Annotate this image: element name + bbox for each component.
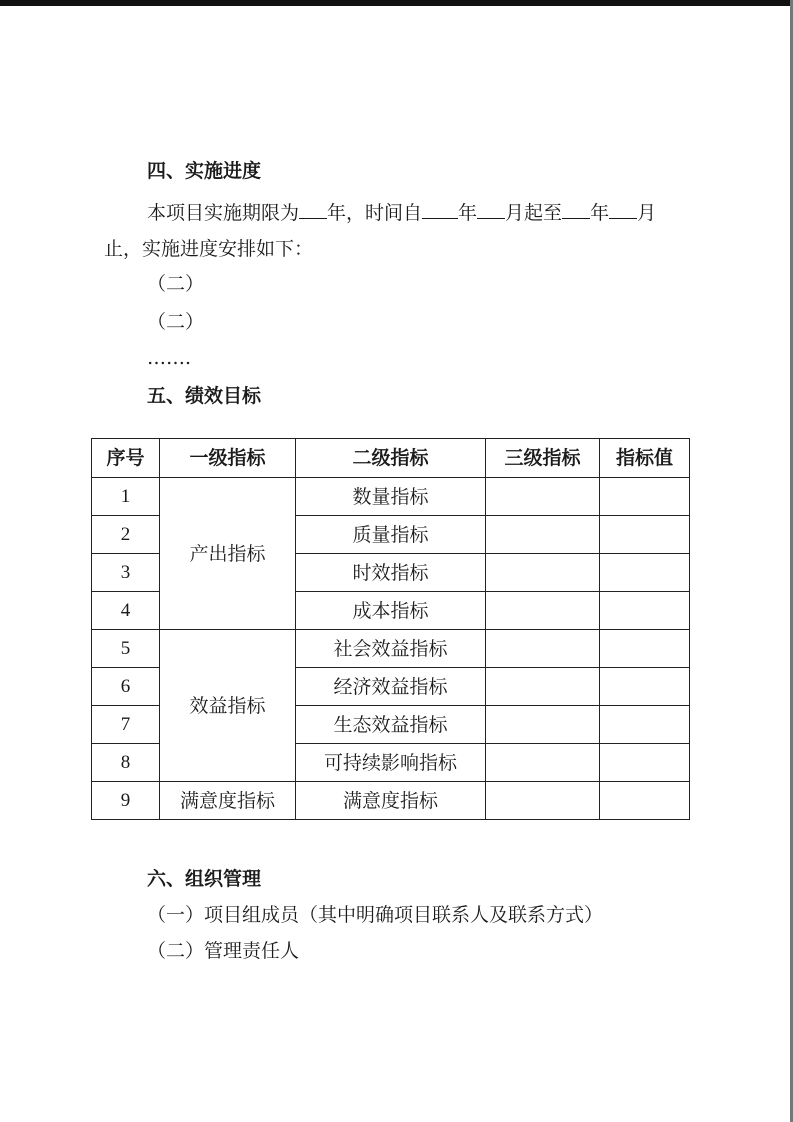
level3-cell	[486, 706, 600, 744]
blank-duration	[299, 200, 327, 219]
level2-indicator: 满意度指标	[296, 782, 486, 820]
level1-satisfaction: 满意度指标	[160, 782, 296, 820]
level2-indicator: 经济效益指标	[296, 668, 486, 706]
row-number: 3	[92, 554, 160, 592]
level3-cell	[486, 516, 600, 554]
section5-heading: 五、绩效目标	[147, 385, 262, 407]
value-cell	[600, 630, 690, 668]
value-cell	[600, 782, 690, 820]
row-number: 5	[92, 630, 160, 668]
value-cell	[600, 516, 690, 554]
level3-cell	[486, 478, 600, 516]
header-no: 序号	[92, 439, 160, 478]
table-header-row	[92, 439, 690, 478]
table-row	[92, 478, 690, 516]
header-value: 指标值	[600, 439, 690, 478]
value-cell	[600, 744, 690, 782]
header-level3: 三级指标	[486, 439, 600, 478]
header-level1: 一级指标	[160, 439, 296, 478]
section4-heading: 四、实施进度	[147, 160, 262, 182]
performance-table	[91, 438, 690, 820]
row-number: 8	[92, 744, 160, 782]
schedule-item: （二）	[147, 273, 205, 295]
row-number: 4	[92, 592, 160, 630]
sentence-part-1: 本项目实施期限为	[147, 202, 300, 224]
value-cell	[600, 706, 690, 744]
scan-top-border	[0, 0, 793, 6]
level3-cell	[486, 630, 600, 668]
level3-cell	[486, 782, 600, 820]
blank-start-year	[422, 200, 458, 219]
sentence-part-5: 年	[590, 202, 610, 224]
schedule-sentence-line1	[147, 200, 656, 225]
level1-output: 产出指标	[160, 478, 296, 630]
sentence-part-4: 月起至	[505, 202, 563, 224]
level2-indicator: 质量指标	[296, 516, 486, 554]
level2-indicator: 成本指标	[296, 592, 486, 630]
value-cell	[600, 592, 690, 630]
table-row	[92, 782, 690, 820]
row-number: 9	[92, 782, 160, 820]
row-number: 1	[92, 478, 160, 516]
schedule-sentence-line2: 止，实施进度安排如下：	[104, 238, 314, 260]
level1-benefit: 效益指标	[160, 630, 296, 782]
row-number: 6	[92, 668, 160, 706]
org-item: （二）管理责任人	[147, 940, 300, 962]
level2-indicator: 生态效益指标	[296, 706, 486, 744]
level3-cell	[486, 592, 600, 630]
sentence-part-2: 年，时间自	[327, 202, 423, 224]
level2-indicator: 社会效益指标	[296, 630, 486, 668]
org-item: （一）项目组成员（其中明确项目联系人及联系方式）	[147, 904, 604, 926]
level2-indicator: 数量指标	[296, 478, 486, 516]
blank-end-month	[609, 200, 637, 219]
table-row	[92, 630, 690, 668]
level2-indicator: 可持续影响指标	[296, 744, 486, 782]
blank-start-month	[477, 200, 505, 219]
schedule-ellipsis: …….	[147, 347, 192, 369]
sentence-part-3: 年	[458, 202, 478, 224]
row-number: 2	[92, 516, 160, 554]
value-cell	[600, 478, 690, 516]
level3-cell	[486, 554, 600, 592]
row-number: 7	[92, 706, 160, 744]
level3-cell	[486, 744, 600, 782]
level3-cell	[486, 668, 600, 706]
sentence-part-6: 月	[637, 202, 657, 224]
schedule-item: （二）	[147, 311, 205, 333]
header-level2: 二级指标	[296, 439, 486, 478]
section6-heading: 六、组织管理	[147, 868, 262, 890]
value-cell	[600, 668, 690, 706]
level2-indicator: 时效指标	[296, 554, 486, 592]
value-cell	[600, 554, 690, 592]
blank-end-year	[562, 200, 590, 219]
